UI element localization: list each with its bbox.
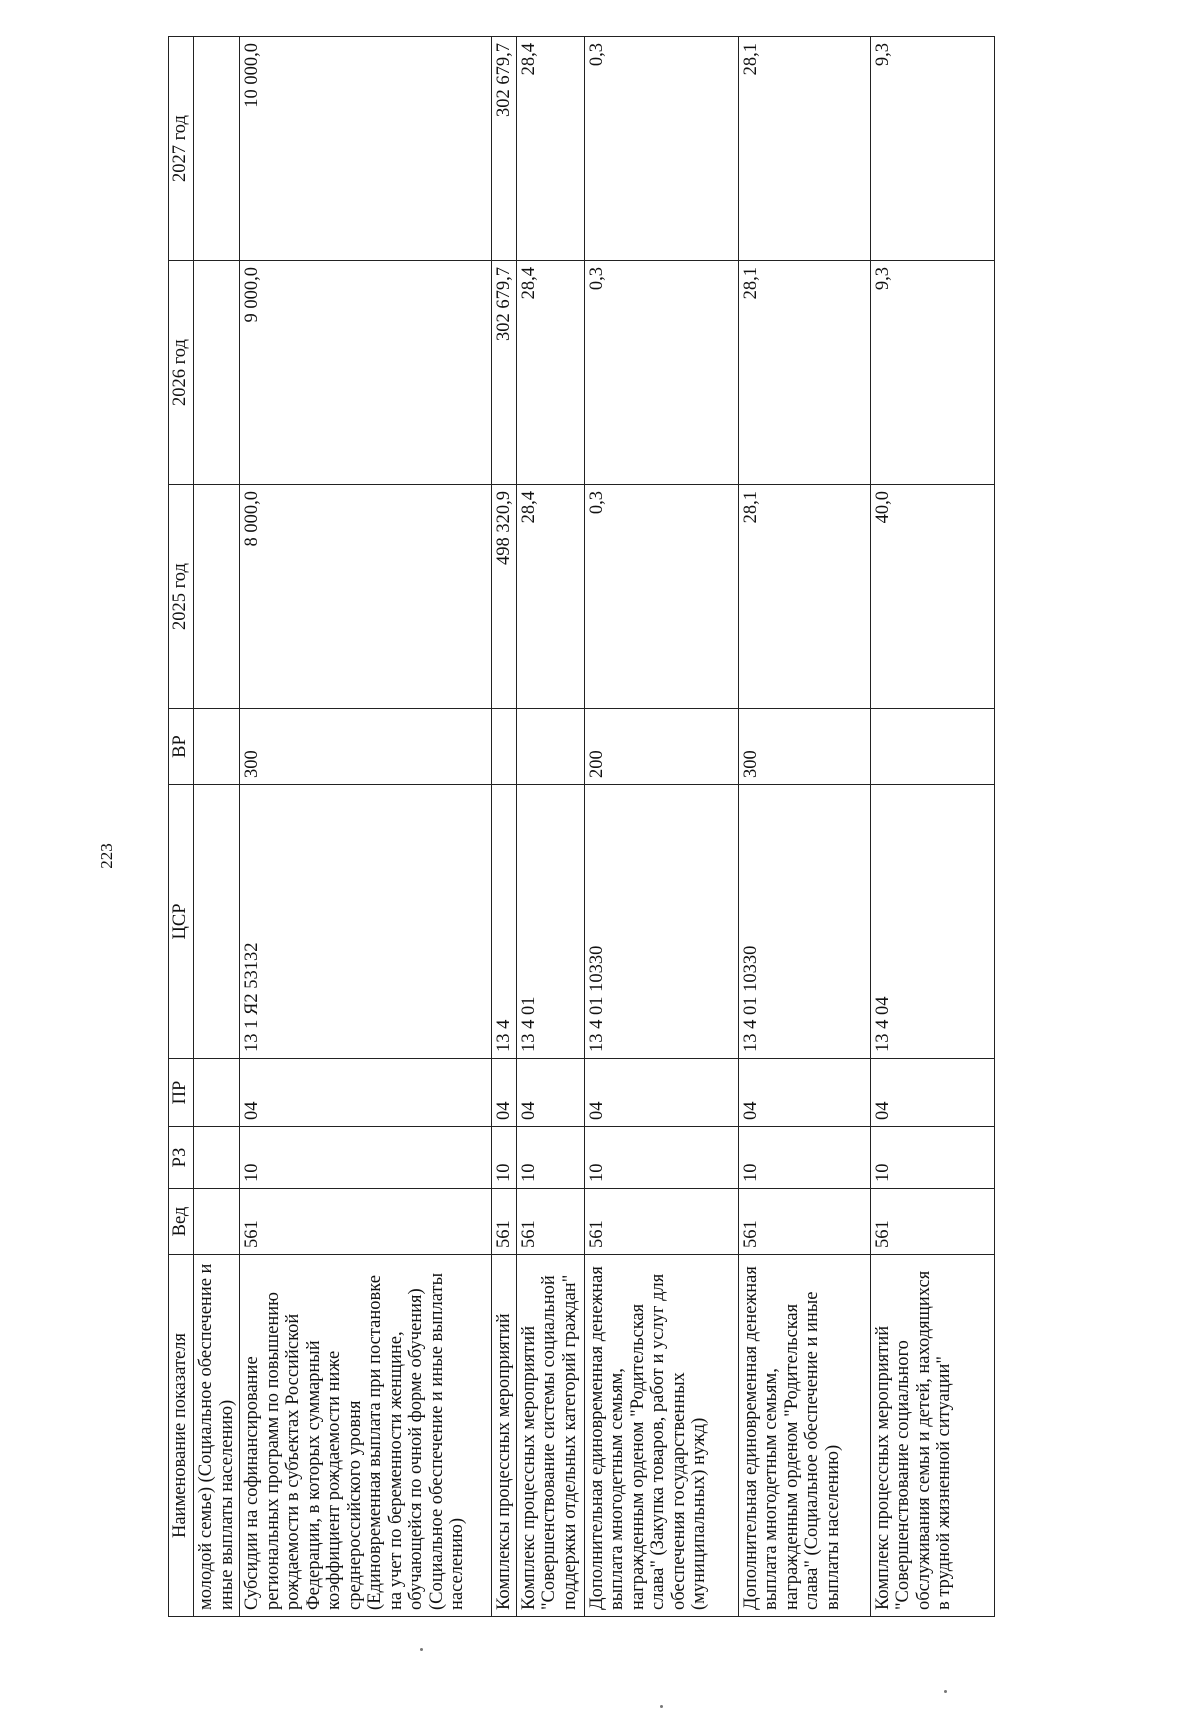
- rz-cell: 10: [240, 1127, 492, 1189]
- pr-cell: 04: [870, 1059, 994, 1127]
- pr-cell: 04: [584, 1059, 738, 1127]
- value-2027: 10 000,0: [240, 37, 492, 261]
- value-2025: [194, 485, 240, 709]
- header-ved: Вед: [169, 1189, 194, 1255]
- table-body: [194, 37, 995, 1617]
- ved-cell: 561: [738, 1189, 870, 1255]
- value-2026: 28,1: [738, 261, 870, 485]
- pr-cell: [194, 1059, 240, 1127]
- csr-cell: 13 4 01 10330: [738, 785, 870, 1059]
- table-header: [169, 37, 194, 1617]
- rz-cell: 10: [492, 1127, 517, 1189]
- header-rz: РЗ: [169, 1127, 194, 1189]
- vr-cell: [516, 709, 584, 785]
- csr-cell: 13 4: [492, 785, 517, 1059]
- vr-cell: [194, 709, 240, 785]
- header-vr: ВР: [169, 709, 194, 785]
- ved-cell: [194, 1189, 240, 1255]
- header-row: [169, 37, 194, 1617]
- row-name: молодой семье) (Социальное обеспечение и иные выплаты населению): [194, 1255, 240, 1617]
- value-2027: 302 679,7: [492, 37, 517, 261]
- csr-cell: 13 4 04: [870, 785, 994, 1059]
- rz-cell: 10: [738, 1127, 870, 1189]
- vr-cell: [870, 709, 994, 785]
- row-name: Комплексы процессных мероприятий: [492, 1255, 517, 1617]
- value-2025: 40,0: [870, 485, 994, 709]
- value-2027: 9,3: [870, 37, 994, 261]
- value-2026: 302 679,7: [492, 261, 517, 485]
- csr-cell: 13 1 Я2 53132: [240, 785, 492, 1059]
- table-row: [516, 37, 584, 1617]
- vr-cell: 300: [240, 709, 492, 785]
- rz-cell: [194, 1127, 240, 1189]
- table-row: [738, 37, 870, 1617]
- pr-cell: 04: [240, 1059, 492, 1127]
- rotated-table-container: [168, 37, 1150, 1617]
- header-pr: ПР: [169, 1059, 194, 1127]
- row-name: Комплекс процессных мероприятий "Совершенствование системы социальной поддержки отдельных категорий граждан": [516, 1255, 584, 1617]
- value-2027: [194, 37, 240, 261]
- table-row: [870, 37, 994, 1617]
- value-2026: 28,4: [516, 261, 584, 485]
- value-2027: 28,4: [516, 37, 584, 261]
- row-name: Дополнительная единовременная денежная выплата многодетным семьям, награжденным орденом "Родительская слава" (Закупка товаров, работ и услуг для обеспечения государственных (муниципальных) нужд): [584, 1255, 738, 1617]
- header-name: Наименование показателя: [169, 1255, 194, 1617]
- scan-speck: [660, 1705, 663, 1708]
- ved-cell: 561: [492, 1189, 517, 1255]
- ved-cell: 561: [516, 1189, 584, 1255]
- value-2025: 28,1: [738, 485, 870, 709]
- scan-speck: [420, 1648, 423, 1651]
- csr-cell: [194, 785, 240, 1059]
- row-name: Дополнительная единовременная денежная выплата многодетным семьям, награжденным орденом "Родительская слава" (Социальное обеспечение и иные выплаты населению): [738, 1255, 870, 1617]
- value-2025: 8 000,0: [240, 485, 492, 709]
- csr-cell: 13 4 01: [516, 785, 584, 1059]
- rz-cell: 10: [516, 1127, 584, 1189]
- page-number: 223: [97, 843, 116, 869]
- value-2026: [194, 261, 240, 485]
- value-2026: 9 000,0: [240, 261, 492, 485]
- vr-cell: 300: [738, 709, 870, 785]
- header-2027: 2027 год: [169, 37, 194, 261]
- rz-cell: 10: [870, 1127, 994, 1189]
- value-2027: 0,3: [584, 37, 738, 261]
- budget-table: [168, 36, 995, 1617]
- ved-cell: 561: [584, 1189, 738, 1255]
- pr-cell: 04: [738, 1059, 870, 1127]
- value-2026: 0,3: [584, 261, 738, 485]
- table-row: [240, 37, 492, 1617]
- value-2025: 28,4: [516, 485, 584, 709]
- row-name: Субсидии на софинансирование региональных программ по повышению рождаемости в субъектах Российской Федерации, в которых суммарный коэффициент рождаемости ниже среднероссийского уровня (Единовременная выплата при постановке на учет по беременности женщине, обучающейся по очной форме обучения) (Социальное обеспечение и иные выплаты населению): [240, 1255, 492, 1617]
- ved-cell: 561: [870, 1189, 994, 1255]
- csr-cell: 13 4 01 10330: [584, 785, 738, 1059]
- table-row: [492, 37, 517, 1617]
- row-name: Комплекс процессных мероприятий "Совершенствование социального обслуживания семьи и детей, находящихся в трудной жизненной ситуации": [870, 1255, 994, 1617]
- table-row: [584, 37, 738, 1617]
- value-2026: 9,3: [870, 261, 994, 485]
- pr-cell: 04: [516, 1059, 584, 1127]
- header-2025: 2025 год: [169, 485, 194, 709]
- value-2025: 0,3: [584, 485, 738, 709]
- value-2027: 28,1: [738, 37, 870, 261]
- scan-speck: [944, 1690, 947, 1693]
- table-row: [194, 37, 240, 1617]
- rz-cell: 10: [584, 1127, 738, 1189]
- ved-cell: 561: [240, 1189, 492, 1255]
- vr-cell: [492, 709, 517, 785]
- header-csr: ЦСР: [169, 785, 194, 1059]
- vr-cell: 200: [584, 709, 738, 785]
- header-2026: 2026 год: [169, 261, 194, 485]
- value-2025: 498 320,9: [492, 485, 517, 709]
- pr-cell: 04: [492, 1059, 517, 1127]
